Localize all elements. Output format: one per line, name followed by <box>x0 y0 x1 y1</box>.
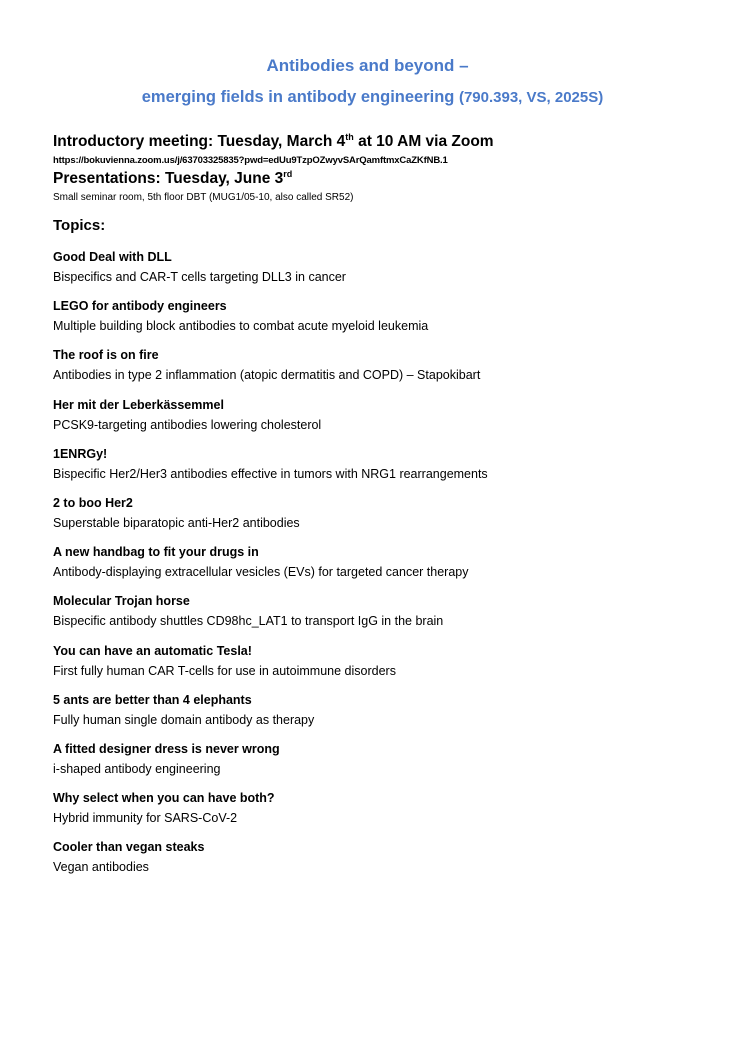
topic-item <box>53 444 693 493</box>
topic-item <box>53 788 693 837</box>
topic-title: The roof is on fire <box>53 348 159 363</box>
topic-item <box>53 739 693 788</box>
topic-title: 1ENRGy! <box>53 446 108 461</box>
topic-item <box>53 345 693 394</box>
topic-description: Bispecifics and CAR-T cells targeting DLL3 in cancer <box>53 270 346 284</box>
topic-description: Bispecific Her2/Her3 antibodies effective in tumors with NRG1 rearrangements <box>53 466 488 481</box>
topic-title: Good Deal with DLL <box>53 250 172 264</box>
topic-description: Antibodies in type 2 inflammation (atopic dermatitis and COPD) – Stapokibart <box>53 368 481 383</box>
topic-item <box>53 837 693 886</box>
topic-item <box>53 690 693 739</box>
topic-description: Antibody-displaying extracellular vesicles (EVs) for targeted cancer therapy <box>53 565 469 580</box>
room-info: Small seminar room, 5th floor DBT (MUG1/05-10, also called SR52) <box>53 192 354 203</box>
intro-meeting-ordinal: th <box>345 131 354 142</box>
topic-title: A new handbag to fit your drugs in <box>53 545 259 560</box>
topics-heading: Topics: <box>53 217 106 234</box>
topic-description: Multiple building block antibodies to combat acute myeloid leukemia <box>53 319 429 334</box>
presentations-ordinal: rd <box>283 168 293 179</box>
topic-description: Vegan antibodies <box>53 860 149 875</box>
topic-description: PCSK9-targeting antibodies lowering cholesterol <box>53 417 322 432</box>
presentations-date <box>53 168 693 190</box>
intro-meeting-time: at 10 AM via Zoom <box>353 133 494 150</box>
topic-title: 2 to boo Her2 <box>53 495 133 510</box>
title-line-1: Antibodies and beyond – <box>266 56 469 75</box>
topic-title: 5 ants are better than 4 elephants <box>53 692 252 707</box>
title-subtitle: emerging fields in antibody engineering <box>141 88 455 106</box>
topic-description: First fully human CAR T-cells for use in autoimmune disorders <box>53 663 396 678</box>
topic-item <box>53 641 693 690</box>
topic-list <box>53 247 693 886</box>
topic-description: Fully human single domain antibody as therapy <box>53 712 315 727</box>
intro-meeting <box>53 131 693 153</box>
topic-description: Bispecific antibody shuttles CD98hc_LAT1 to transport IgG in the brain <box>53 614 444 629</box>
topic-title: You can have an automatic Tesla! <box>53 643 252 658</box>
zoom-link[interactable]: https://bokuvienna.zoom.us/j/63703325835?pwd=edUu9TzpOZwyvSArQamftmxCaZKfNB.1 <box>53 155 448 166</box>
topic-item <box>53 395 693 444</box>
presentations-date-text: Presentations: Tuesday, June 3 <box>53 170 284 187</box>
topic-title: LEGO for antibody engineers <box>53 299 227 314</box>
topic-description: i-shaped antibody engineering <box>53 761 221 776</box>
topic-item <box>53 493 693 542</box>
topic-item <box>53 542 693 591</box>
topic-item <box>53 296 693 345</box>
topic-title: Cooler than vegan steaks <box>53 840 205 855</box>
topic-item <box>53 591 693 640</box>
intro-meeting-date: Introductory meeting: Tuesday, March 4 <box>53 133 346 150</box>
topic-item <box>53 247 693 296</box>
topic-description: Superstable biparatopic anti-Her2 antibodies <box>53 515 300 530</box>
course-info: (790.393, VS, 2025S) <box>458 89 604 106</box>
document-title <box>0 54 735 110</box>
topic-title: Molecular Trojan horse <box>53 594 190 609</box>
topic-title: Why select when you can have both? <box>53 791 275 806</box>
topic-title: A fitted designer dress is never wrong <box>53 741 280 756</box>
topic-title: Her mit der Leberkässemmel <box>53 397 224 412</box>
topic-description: Hybrid immunity for SARS-CoV-2 <box>53 811 238 826</box>
title-line-2 <box>10 85 735 110</box>
document-body <box>53 131 693 886</box>
